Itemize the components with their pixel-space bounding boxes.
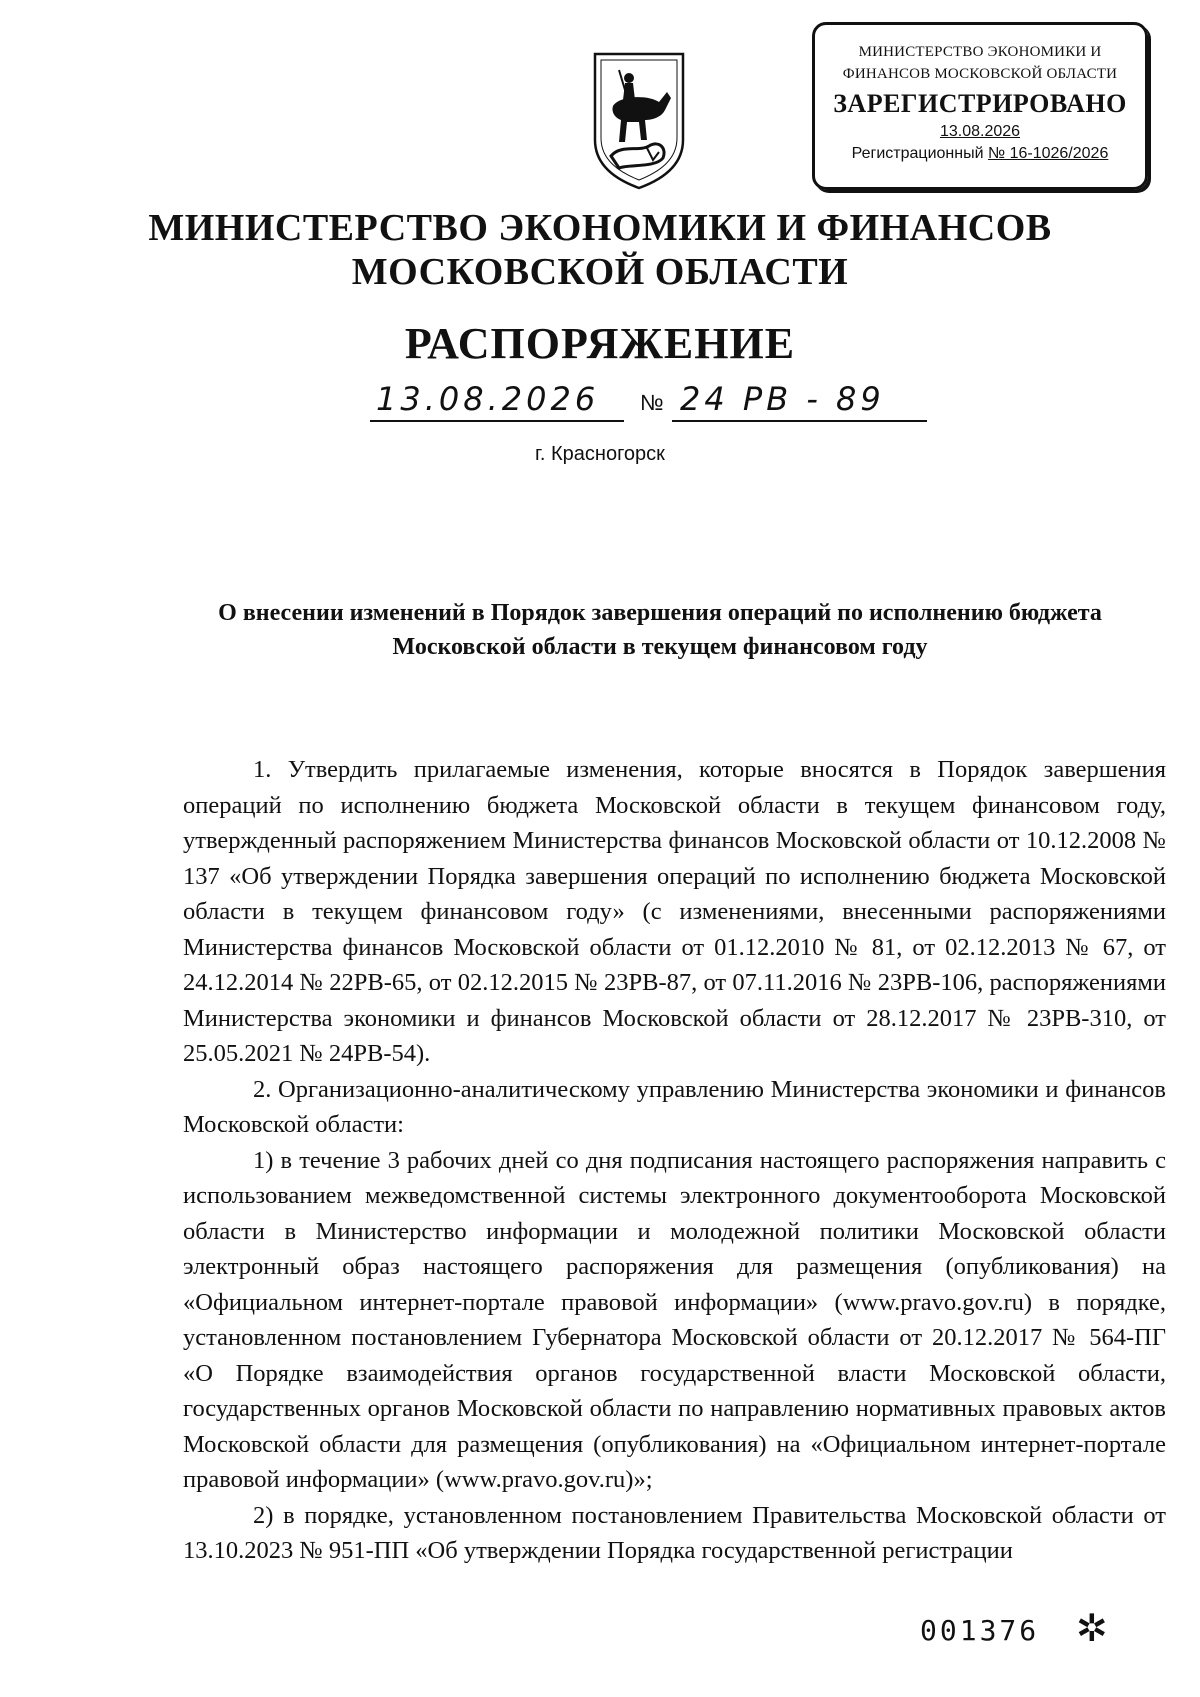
form-serial-number: 001376 bbox=[920, 1614, 1040, 1647]
number-underline bbox=[672, 420, 927, 422]
paragraph-2: 2. Организационно-аналитическому управлению Министерства экономики и финансов Московской области: bbox=[183, 1075, 1166, 1138]
handwritten-number: 24 РВ - 89 bbox=[680, 380, 885, 418]
stamp-organization bbox=[815, 39, 1145, 83]
ministry-line2: МОСКОВСКОЙ ОБЛАСТИ bbox=[351, 251, 849, 293]
registration-stamp bbox=[812, 22, 1148, 190]
stamp-org-line2: ФИНАНСОВ МОСКОВСКОЙ ОБЛАСТИ bbox=[842, 66, 1118, 82]
stamp-registration bbox=[815, 145, 1145, 163]
paragraph-1: 1. Утвердить прилагаемые изменения, которые вносятся в Порядок завершения операций по исполнению бюджета Московской области в текущем финансовом году, утвержденный распоряжением Министерства финансов Московской области от 10.12.2008 № 137 «Об утверждении Порядка завершения операций по исполнению бюджета Московской области в текущем финансовом году» (с изменениями, внесенными распоряжениями Министерства финансов Московской области от 01.12.2010 № 81, от 02.12.2013 № 67, от 24.12.2014 № 22РВ-65, от 02.12.2015 № 23РВ-87, от 07.11.2016 № 23РВ-106, распоряжениями Министерства экономики и финансов Московской области от 28.12.2017 № 23РВ-310, от 25.05.2021 № 24РВ-54). bbox=[183, 756, 1166, 1067]
date-underline bbox=[370, 420, 624, 422]
stamp-org-line1: МИНИСТЕРСТВО ЭКОНОМИКИ И bbox=[858, 44, 1102, 60]
subject-line1: О внесении изменений в Порядок завершения операций по исполнению бюджета bbox=[218, 600, 1102, 626]
coat-of-arms-icon bbox=[589, 48, 689, 190]
paragraph-2-1: 1) в течение 3 рабочих дней со дня подписания настоящего распоряжения направить с использованием межведомственной системы электронного документооборота Московской области в Министерство информации и молодежной политики Московской области электронный образ настоящего распоряжения для размещения (опубликования) на «Официальном интернет-портале правовой информации» (www.pravo.gov.ru) в порядке, установленном постановлением Губернатора Московской области от 20.12.2017 № 564-ПГ «О Порядке взаимодействия органов государственной власти Московской области, государственных органов Московской области по направлению нормативных правовых актов Московской области для размещения (опубликования) на «Официальном интернет-портале правовой информации» (www.pravo.gov.ru)»; bbox=[183, 1146, 1166, 1493]
ministry-line1: МИНИСТЕРСТВО ЭКОНОМИКИ И ФИНАНСОВ bbox=[148, 207, 1052, 249]
date-number-line bbox=[0, 380, 1200, 428]
stamp-date: 13.08.2026 bbox=[939, 123, 1021, 140]
subject-line2: Московской области в текущем финансовом году bbox=[392, 634, 928, 660]
document-type: РАСПОРЯЖЕНИЕ bbox=[404, 319, 796, 368]
stamp-reg-label: Регистрационный bbox=[851, 145, 984, 162]
ministry-name bbox=[0, 206, 1200, 294]
number-label: № bbox=[640, 390, 664, 415]
asterisk-mark-icon: ✲ bbox=[1076, 1606, 1108, 1650]
order-subject bbox=[150, 596, 1170, 664]
paragraph-2-2: 2) в порядке, установленном постановлением Правительства Московской области от 13.10.2023 № 951-ПП «Об утверждении Порядка государственной регистрации bbox=[183, 1501, 1166, 1564]
stamp-title: ЗАРЕГИСТРИРОВАНО bbox=[833, 89, 1127, 118]
stamp-reg-number: № 16-1026/2026 bbox=[987, 145, 1109, 162]
order-body bbox=[183, 752, 1166, 1569]
city-name: г. Красногорск bbox=[535, 443, 665, 465]
handwritten-date: 13.08.2026 bbox=[376, 380, 600, 418]
